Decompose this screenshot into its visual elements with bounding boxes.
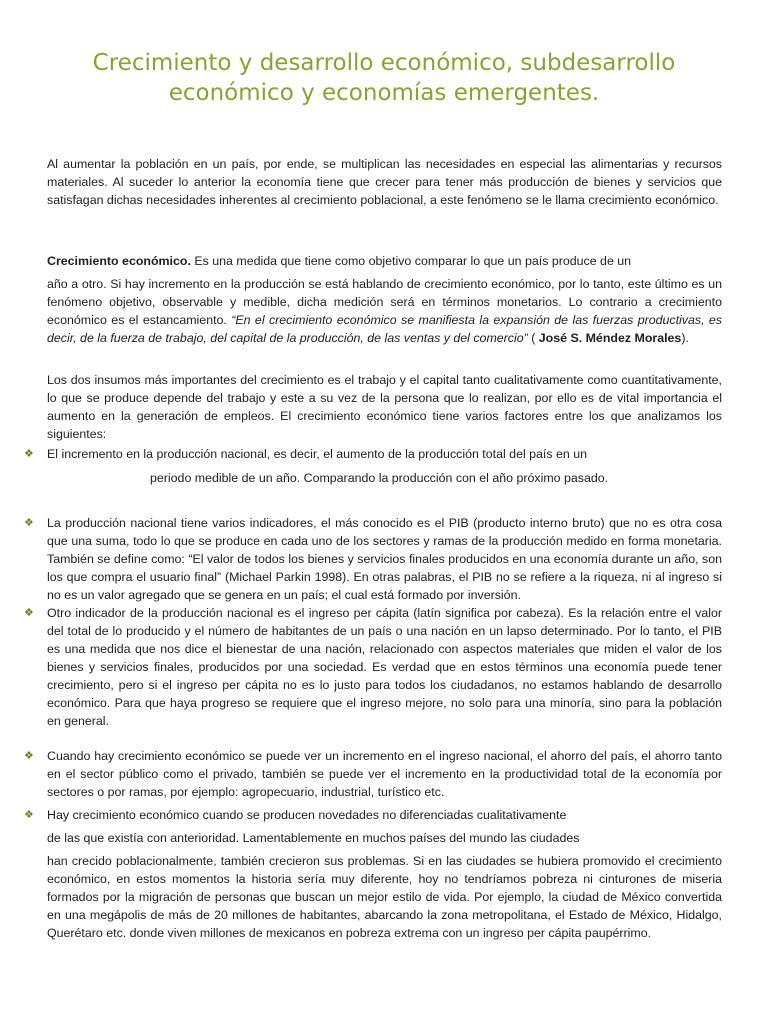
growth-paragraph-text: año a otro. Si hay incremento en la producción se está hablando de crecimiento económico, por lo tanto, este último es un fenómeno objetivo, observable y medible, dicha medición será en términos monetarios. Lo contrario a crecimiento económico es el estancamiento. — [47, 277, 722, 327]
quote-open-paren: ( — [527, 331, 539, 345]
title-line-1: Crecimiento y desarrollo económico, subdesarrollo — [92, 50, 676, 76]
bullet-diamond-icon: ❖ — [24, 809, 34, 821]
bullet-item-4: Cuando hay crecimiento económico se puede ver un incremento en el ingreso nacional, el ahorro del país, el ahorro tanto en el sector público como el privado, también se puede ver el incremento en la productividad total de la economía por sectores o por ramas, por ejemplo: agropecuario, industrial, turístico etc. — [47, 749, 722, 799]
growth-term: Crecimiento económico. — [47, 254, 191, 268]
bullet-diamond-icon: ❖ — [24, 517, 34, 529]
bullet-diamond-icon: ❖ — [24, 750, 34, 762]
growth-definition-line — [47, 252, 722, 270]
document-title — [70, 48, 698, 108]
intro-paragraph: Al aumentar la población en un país, por ende, se multiplican las necesidades en especial las alimentarias y recursos materiales. Al suceder lo anterior la economía tiene que crecer para tener más producción de bienes y servicios que satisfagan dichas necesidades inherentes al crecimiento poblacional, a este fenómeno se le llama crecimiento económico. — [47, 157, 722, 207]
quote-author: José S. Méndez Morales — [538, 331, 682, 345]
growth-definition-text: Es una medida que tiene como objetivo comparar lo que un país produce de un — [190, 254, 632, 268]
bullet-item-1: El incremento en la producción nacional, es decir, el aumento de la producción total del país en un — [47, 447, 588, 461]
growth-quote: “En el crecimiento económico se manifiesta la expansión de las fuerzas productivas, es decir, de la fuerza de trabajo, del capital de la producción, de las ventas y del comercio” — [47, 313, 722, 345]
bullet-diamond-icon: ❖ — [24, 607, 34, 619]
quote-close-paren: ). — [681, 331, 689, 345]
inputs-paragraph: Los dos insumos más importantes del crecimiento es el trabajo y el capital tanto cualitativamente como cuantitativamente, lo que se produce depende del trabajo y este a su vez de la persona que lo realizan, por ello es de vital importancia el aumento en la generación de empleos. El crecimiento económico tiene varios factores entre los que analizamos los siguientes: — [47, 373, 722, 441]
bullet-item-1-continuation: periodo medible de un año. Comparando la producción con el año próximo pasado. — [150, 471, 609, 485]
growth-paragraph — [47, 275, 722, 347]
cities-paragraph: han crecido poblacionalmente, también crecieron sus problemas. Si en las ciudades se hubiera promovido el crecimiento económico, en estos momentos la historia sería muy diferente, hoy no tendríamos pobreza ni cinturones de miseria formados por la migración de personas que buscan un mejor estilo de vida. Por ejemplo, la ciudad de México convertida en una megápolis de más de 20 millones de habitantes, abarcando la zona metropolitana, el Estado de México, Hidalgo, Querétaro etc. donde viven millones de mexicanos en pobreza extrema con un ingreso per cápita paupérrimo. — [47, 854, 722, 940]
bullet-item-5-continuation: de las que existía con anterioridad. Lamentablemente en muchos países del mundo las ciudades — [47, 831, 580, 845]
bullet-item-3: Otro indicador de la producción nacional es el ingreso per cápita (latín significa por cabeza). Es la relación entre el valor del total de lo producido y el número de habitantes de un país o una nación en un lapso determinado. Por lo tanto, el PIB es una medida que nos dice el bienestar de una nación, relacionado con aspectos materiales que miden el valor de los bienes y servicios finales, producidos por una sociedad. Es verdad que en estos términos una economía puede tener crecimiento, pero si el ingreso per cápita no es lo justo para todos los ciudadanos, no estamos hablando de desarrollo económico. Para que haya progreso se requiere que el ingreso mejore, no solo para una minoría, sino para la población en general. — [47, 606, 722, 728]
bullet-item-5: Hay crecimiento económico cuando se producen novedades no diferenciadas cualitativamente — [47, 808, 567, 822]
bullet-diamond-icon: ❖ — [24, 448, 34, 460]
title-line-2: económico y economías emergentes. — [168, 80, 600, 106]
bullet-item-2: La producción nacional tiene varios indicadores, el más conocido es el PIB (producto interno bruto) que no es otra cosa que una suma, todo lo que se produce en cada uno de los sectores y ramas de la producción medido en forma monetaria. También se define como: “El valor de todos los bienes y servicios finales producidos en una economía durante un año, son los que compra el usuario final” (Michael Parkin 1998). En otras palabras, el PIB no se refiere a la riqueza, ni al ingreso si no es un valor agregado que se genera en un país; el cual está formado por inversión. — [47, 516, 722, 602]
